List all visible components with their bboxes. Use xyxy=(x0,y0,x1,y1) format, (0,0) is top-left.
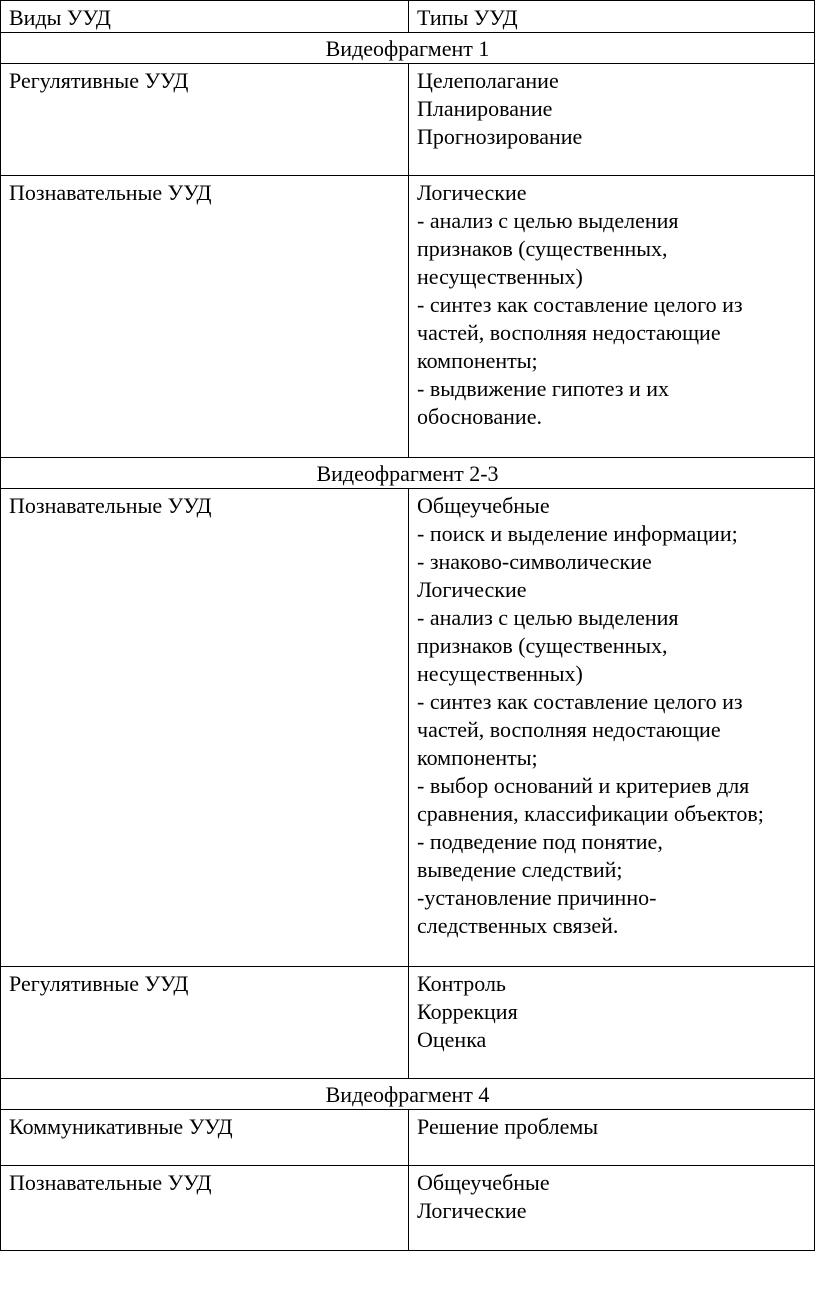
uud-kind-cell: Познавательные УУД xyxy=(1,176,409,458)
type-line: - анализ с целью выделения xyxy=(417,605,679,630)
section-title: Видеофрагмент 1 xyxy=(1,33,815,64)
type-line: обоснование. xyxy=(417,404,542,429)
uud-types-cell xyxy=(409,176,815,458)
type-line: выведение следствий; xyxy=(417,857,623,882)
type-line: Логические xyxy=(417,577,527,602)
header-row xyxy=(1,1,815,33)
type-line: Решение проблемы xyxy=(417,1114,599,1139)
header-cell-types: Типы УУД xyxy=(409,1,815,33)
table-row xyxy=(1,64,815,176)
type-line: Контроль xyxy=(417,971,506,996)
type-line: - выбор оснований и критериев для xyxy=(417,773,750,798)
section-title: Видеофрагмент 4 xyxy=(1,1079,815,1110)
section-title-row xyxy=(1,33,815,64)
type-line: Коррекция xyxy=(417,999,518,1024)
uud-kind-cell: Познавательные УУД xyxy=(1,1166,409,1251)
section-title-row xyxy=(1,1079,815,1110)
type-line: компоненты; xyxy=(417,348,538,373)
type-line: - поиск и выделение информации; xyxy=(417,521,738,546)
table-row xyxy=(1,489,815,967)
type-line: несущественных) xyxy=(417,661,583,686)
type-line: Оценка xyxy=(417,1027,487,1052)
type-line: компоненты; xyxy=(417,745,538,770)
table-row xyxy=(1,176,815,458)
section-title-row xyxy=(1,458,815,489)
table-row xyxy=(1,1110,815,1166)
type-line: -установление причинно- xyxy=(417,885,657,910)
uud-types-cell xyxy=(409,1110,815,1166)
type-line: - выдвижение гипотез и их xyxy=(417,376,670,401)
type-line: следственных связей. xyxy=(417,913,619,938)
type-line: частей, восполняя недостающие xyxy=(417,717,721,742)
type-line: - анализ с целью выделения xyxy=(417,208,679,233)
table-row xyxy=(1,1166,815,1251)
type-line: сравнения, классификации объектов; xyxy=(417,801,764,826)
type-line: Планирование xyxy=(417,96,553,121)
type-line: Целеполагание xyxy=(417,68,559,93)
uud-kind-cell: Познавательные УУД xyxy=(1,489,409,967)
uud-kind-cell: Регулятивные УУД xyxy=(1,64,409,176)
uud-types-cell xyxy=(409,1166,815,1251)
table-row xyxy=(1,967,815,1079)
type-line: признаков (существенных, xyxy=(417,236,668,261)
uud-kind-cell: Коммуникативные УУД xyxy=(1,1110,409,1166)
type-line: - синтез как составление целого из xyxy=(417,292,743,317)
type-line: Логические xyxy=(417,180,527,205)
type-line: Прогнозирование xyxy=(417,124,583,149)
header-cell-kinds: Виды УУД xyxy=(1,1,409,33)
uud-kind-cell: Регулятивные УУД xyxy=(1,967,409,1079)
uud-types-cell xyxy=(409,967,815,1079)
type-line: Общеучебные xyxy=(417,1170,550,1195)
section-title: Видеофрагмент 2-3 xyxy=(1,458,815,489)
uud-types-cell xyxy=(409,64,815,176)
type-line: признаков (существенных, xyxy=(417,633,668,658)
type-line: Логические xyxy=(417,1198,527,1223)
type-line: - синтез как составление целого из xyxy=(417,689,743,714)
type-line: частей, восполняя недостающие xyxy=(417,320,721,345)
type-line: Общеучебные xyxy=(417,493,550,518)
type-line: - подведение под понятие, xyxy=(417,829,663,854)
type-line: - знаково-символические xyxy=(417,549,652,574)
type-line: несущественных) xyxy=(417,264,583,289)
uud-types-cell xyxy=(409,489,815,967)
